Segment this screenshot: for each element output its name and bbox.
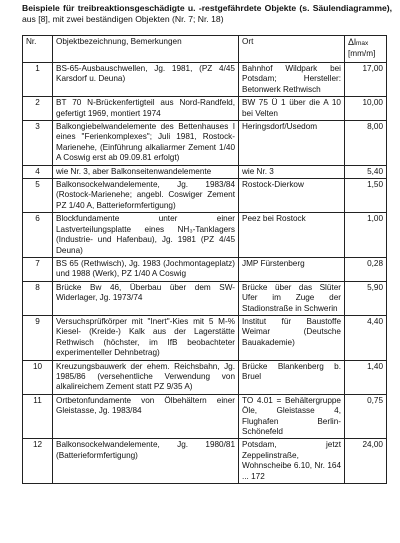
delta-l-text: Δl: [348, 37, 357, 47]
delta-l-subscript: max: [356, 40, 369, 47]
table-row: [23, 179, 387, 213]
row-ort: Bahnhof Wildpark bei Potsdam; Hersteller: Betonwerk Rethwisch: [239, 63, 345, 97]
row-bezeichnung: BS 65 (Rethwisch), Jg. 1983 (Jochmontageplatz) und 1988 (Werk), PZ 1/40 A Coswig: [53, 257, 239, 281]
row-wert: 5,40: [345, 165, 387, 178]
table-row: [23, 360, 387, 394]
row-nr: 9: [23, 315, 53, 360]
row-wert: 1,50: [345, 179, 387, 213]
row-wert: 1,40: [345, 360, 387, 394]
row-ort: JMP Fürstenberg: [239, 257, 345, 281]
row-wert: 8,00: [345, 121, 387, 166]
table-row: [23, 281, 387, 315]
caption-rest: aus [8], mit zwei beständigen Objekten (Nr. 7; Nr. 18): [22, 14, 224, 24]
row-ort: Potsdam, jetzt Zeppelinstraße, Wohnscheibe 6.10, Nr. 164 ... 172: [239, 439, 345, 484]
row-ort: Brücke über das Slüter Ufer im Zuge der Stadionstraße in Schwerin: [239, 281, 345, 315]
row-ort: Peez bei Rostock: [239, 213, 345, 258]
row-nr: 8: [23, 281, 53, 315]
row-wert: 0,75: [345, 394, 387, 439]
header-delta-l-symbol: [348, 37, 383, 49]
header-nr: Nr.: [23, 36, 53, 63]
row-nr: 7: [23, 257, 53, 281]
row-nr: 3: [23, 121, 53, 166]
row-bezeichnung: BT 70 N-Brückenfertigteil aus Nord-Randfeld, gefertigt 1969, montiert 1974: [53, 97, 239, 121]
row-nr: 4: [23, 165, 53, 178]
table-row: [23, 394, 387, 439]
table-row: [23, 315, 387, 360]
row-ort: Brücke Blankenberg b. Bruel: [239, 360, 345, 394]
row-nr: 5: [23, 179, 53, 213]
header-delta-l-unit: [mm/m]: [348, 49, 376, 59]
row-bezeichnung: Balkonsockelwandelemente, Jg. 1983/84 (Rostock-Marienehe; angebl. Coswiger Zement PZ 1/40 A, Batterieformfertigung): [53, 179, 239, 213]
row-nr: 10: [23, 360, 53, 394]
table-header-row: [23, 36, 387, 63]
table-caption: [22, 3, 392, 25]
row-bezeichnung: Brücke Bw 46, Überbau über dem SW-Widerlager, Jg. 1973/74: [53, 281, 239, 315]
header-delta-l: [345, 36, 387, 63]
row-bezeichnung: Ortbetonfundamente von Ölbehältern einer Gleistasse, Jg. 1983/84: [53, 394, 239, 439]
row-nr: 1: [23, 63, 53, 97]
table-row: [23, 63, 387, 97]
row-bezeichnung: Kreuzungsbauwerk der ehem. Reichsbahn, Jg. 1985/86 (versehentliche Verwendung von alkalireichem Zement statt PZ 9/35 A): [53, 360, 239, 394]
row-ort: wie Nr. 3: [239, 165, 345, 178]
row-nr: 2: [23, 97, 53, 121]
row-wert: 5,90: [345, 281, 387, 315]
row-bezeichnung: Balkongiebelwandelemente des Bettenhauses I eines "Ferienkomplexes"; Juli 1981, Rostock-Marienehe, (Einführung alkaliarmer Zement 1/40 A Coswig erst ab 09.09.81 erfolgt): [53, 121, 239, 166]
table-row: [23, 165, 387, 178]
header-bezeichnung: Objektbezeichnung, Bemerkungen: [53, 36, 239, 63]
header-ort: Ort: [239, 36, 345, 63]
row-wert: 10,00: [345, 97, 387, 121]
row-nr: 11: [23, 394, 53, 439]
row-ort: BW 75 Ü 1 über die A 10 bei Velten: [239, 97, 345, 121]
row-nr: 12: [23, 439, 53, 484]
row-ort: Rostock-Dierkow: [239, 179, 345, 213]
row-wert: 1,00: [345, 213, 387, 258]
row-wert: 17,00: [345, 63, 387, 97]
row-bezeichnung: BS-65-Ausbauschwellen, Jg. 1981, (PZ 4/45 Karsdorf u. Deuna): [53, 63, 239, 97]
row-wert: 24,00: [345, 439, 387, 484]
table-row: [23, 121, 387, 166]
row-bezeichnung: wie Nr. 3, aber Balkonseitenwandelemente: [53, 165, 239, 178]
table-row: [23, 213, 387, 258]
row-bezeichnung: Balkonsockelwandelemente, Jg. 1980/81 (Batterieformfertigung): [53, 439, 239, 484]
table-row: [23, 257, 387, 281]
row-wert: 4,40: [345, 315, 387, 360]
row-ort: Institut für Baustoffe Weimar (Deutsche Bauakademie): [239, 315, 345, 360]
row-nr: 6: [23, 213, 53, 258]
row-ort: Heringsdorf/Usedom: [239, 121, 345, 166]
caption-bold: Beispiele für treibreaktionsgeschädigte u. -restgefährdete Objekte (s. Säulendiagramme),: [22, 3, 392, 13]
table-row: [23, 439, 387, 484]
table-row: [23, 97, 387, 121]
objects-table: [22, 35, 387, 484]
row-bezeichnung: Blockfundamente unter einer Lastverteilungsplatte eines NH₃-Tanklagers (Industrie- und Hafenbau), Jg. 1981 (PZ 4/45 Deuna): [53, 213, 239, 258]
row-bezeichnung: Versuchsprüfkörper mit "Inert"-Kies mit 5 M-% Kiesel- (Kreide-) Kalk aus der Lagerstätte Rethwisch (höchster, im IfB beobachteter experimenteller Dehnbetrag): [53, 315, 239, 360]
row-ort: TO 4.01 = Behältergruppe Öle, Gleistasse 4, Flughafen Berlin-Schönefeld: [239, 394, 345, 439]
row-wert: 0,28: [345, 257, 387, 281]
